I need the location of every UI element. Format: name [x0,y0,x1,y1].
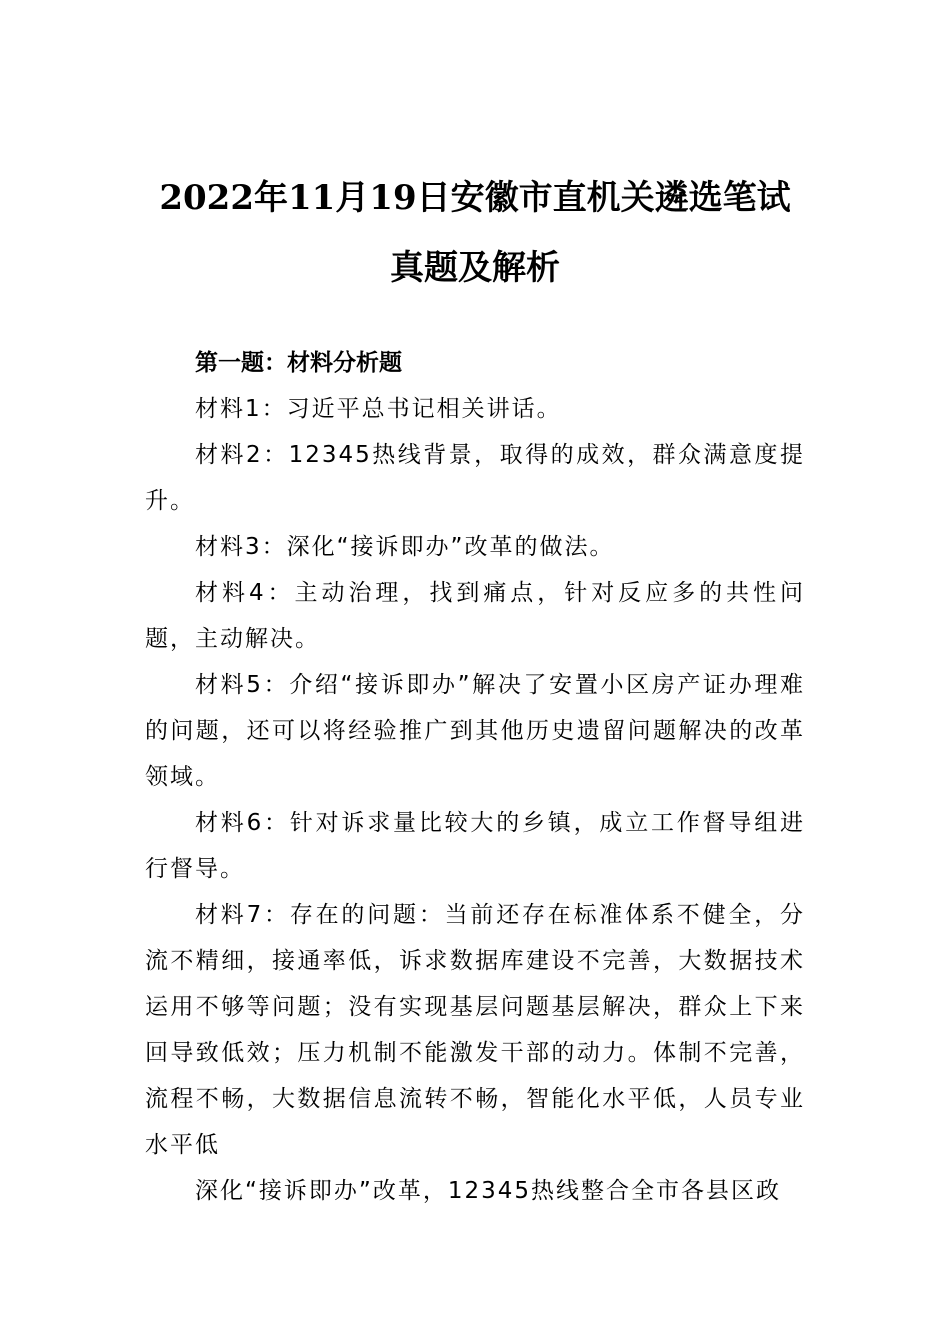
paragraph-material-5: 材料5：介绍“接诉即办”解决了安置小区房产证办理难的问题，还可以将经验推广到其他历史遗留问题解决的改革领域。 [145,672,805,790]
paragraph-material-7: 材料7：存在的问题：当前还存在标准体系不健全，分流不精细，接通率低，诉求数据库建设不完善，大数据技术运用不够等问题；没有实现基层问题基层解决，群众上下来回导致低效；压力机制不能激发干部的动力。体制不完善，流程不畅，大数据信息流转不畅，智能化水平低，人员专业水平低 [145,902,805,1158]
document-title-line-2: 真题及解析 [390,248,560,288]
section-heading: 第一题：材料分析题 [195,350,402,376]
paragraph-material-4: 材料4：主动治理，找到痛点，针对反应多的共性问题，主动解决。 [145,580,805,652]
paragraph-material-6: 材料6：针对诉求量比较大的乡镇，成立工作督导组进行督导。 [145,810,805,882]
paragraph-reform: 深化“接诉即办”改革，12345热线整合全市各县区政 [195,1178,781,1204]
paragraph-material-3: 材料3：深化“接诉即办”改革的做法。 [195,534,615,560]
document-title-line-1: 2022年11月19日安徽市直机关遴选笔试 [159,178,791,218]
paragraph-material-2: 材料2：12345热线背景，取得的成效，群众满意度提升。 [145,442,805,514]
document-body [145,340,805,1214]
paragraph-material-1: 材料1：习近平总书记相关讲话。 [195,396,562,422]
